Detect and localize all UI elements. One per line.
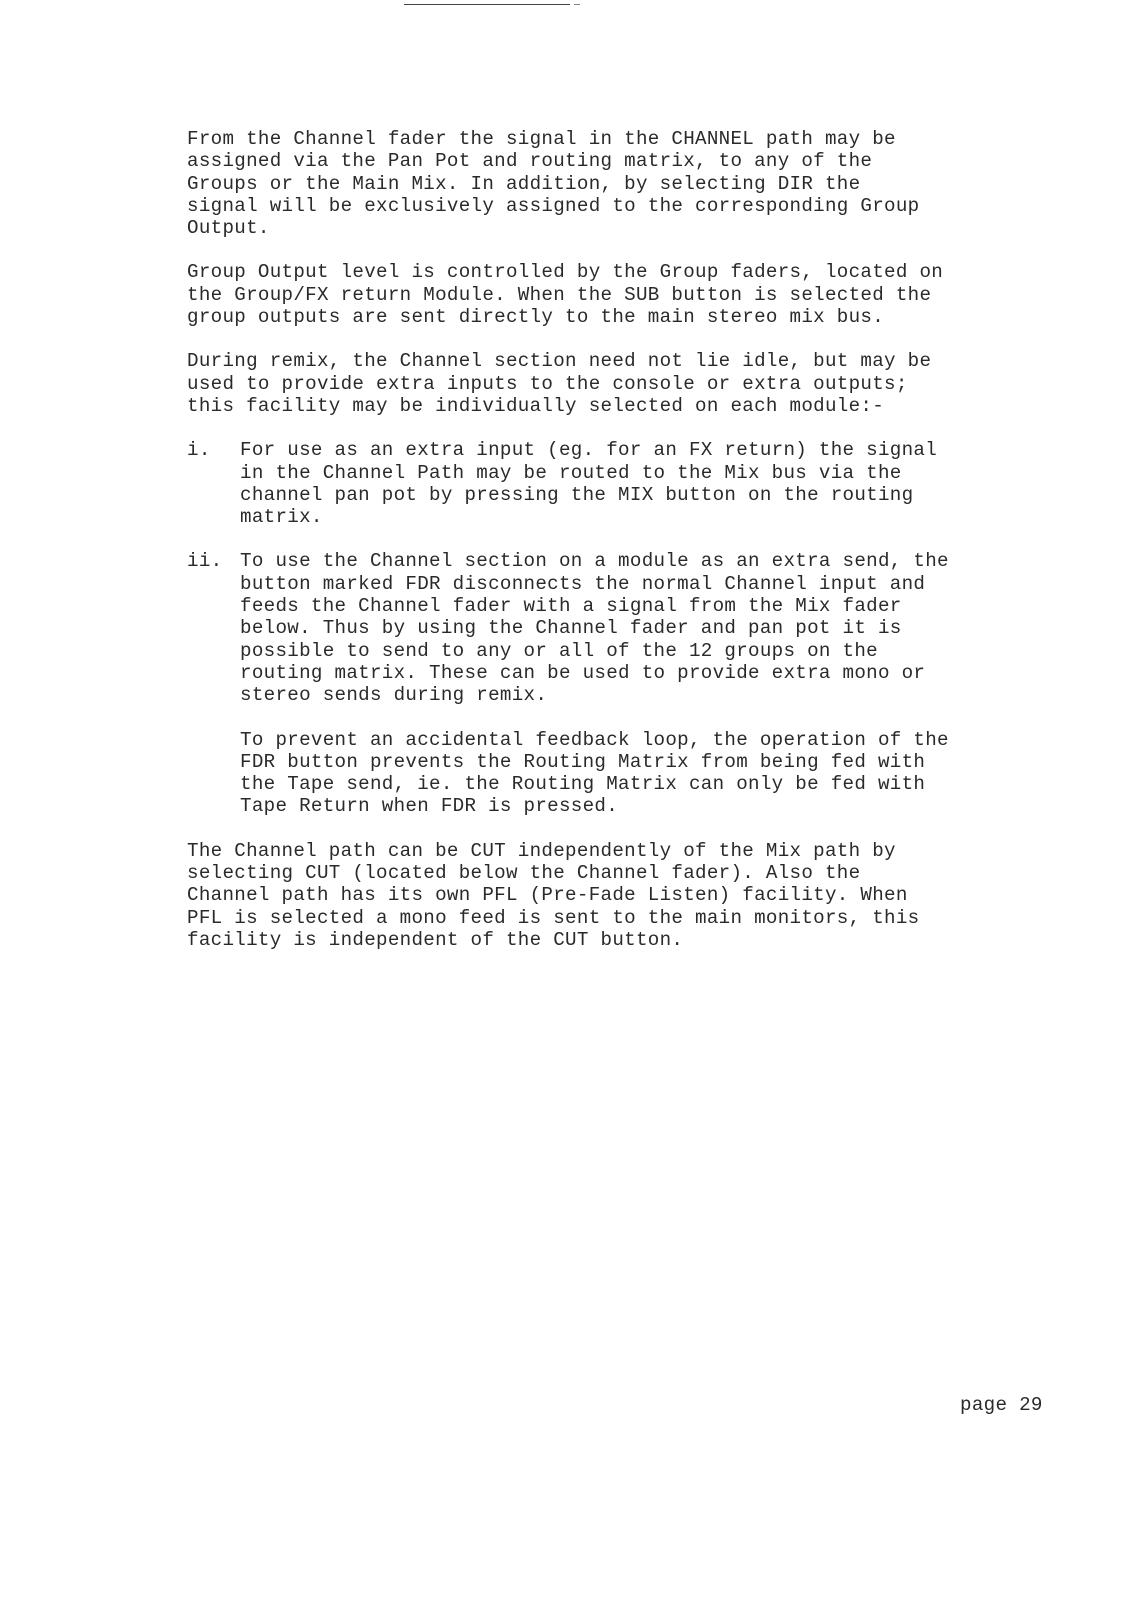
list-item-number: i. <box>187 439 211 462</box>
top-rule-tail <box>574 4 580 5</box>
paragraph-cut-pfl: The Channel path can be CUT independently of the Mix path by selecting CUT (located below the Channel fader). Also the Channel path has its own PFL (Pre-Fade Listen) facility. When PFL is selected a mono feed is sent to the main monitors, this facility is independent of the CUT button. <box>187 839 920 951</box>
list-item-i <box>187 439 1057 528</box>
list-item-number: ii. <box>187 550 223 573</box>
list-item-text: For use as an extra input (eg. for an FX return) the signal in the Channel Path may be routed to the Mix bus via the channel pan pot by pressing the MIX button on the routing matrix. <box>240 439 938 529</box>
paragraph-channel-fader: From the Channel fader the signal in the CHANNEL path may be assigned via the Pan Pot and routing matrix, to any of the Groups or the Main Mix. In addition, by selecting DIR the signal will be exclusively assigned to the corresponding Group Output. <box>187 128 920 240</box>
list-item-text: To use the Channel section on a module as an extra send, the button marked FDR disconnects the normal Channel input and feeds the Channel fader with a signal from the Mix fader below. Thus by using the Channel fader and pan pot it is possible to send to any or all of the 12 groups on the routing matrix. These can be used to provide extra mono or stereo sends during remix. <box>240 550 949 707</box>
list-item-ii <box>187 550 1057 706</box>
paragraph-feedback-loop: To prevent an accidental feedback loop, the operation of the FDR button prevents the Routing Matrix from being fed with the Tape send, ie. the Routing Matrix can only be fed with Tape Return when FDR is pressed. <box>240 728 949 818</box>
page-number: page 29 <box>960 1394 1043 1416</box>
document-body <box>187 128 1057 973</box>
paragraph-group-output: Group Output level is controlled by the Group faders, located on the Group/FX return Module. When the SUB button is selected the group outputs are sent directly to the main stereo mix bus. <box>187 261 944 329</box>
top-rule <box>404 4 570 5</box>
paragraph-remix: During remix, the Channel section need not lie idle, but may be used to provide extra inputs to the console or extra outputs; this facility may be individually selected on each module:- <box>187 350 932 417</box>
